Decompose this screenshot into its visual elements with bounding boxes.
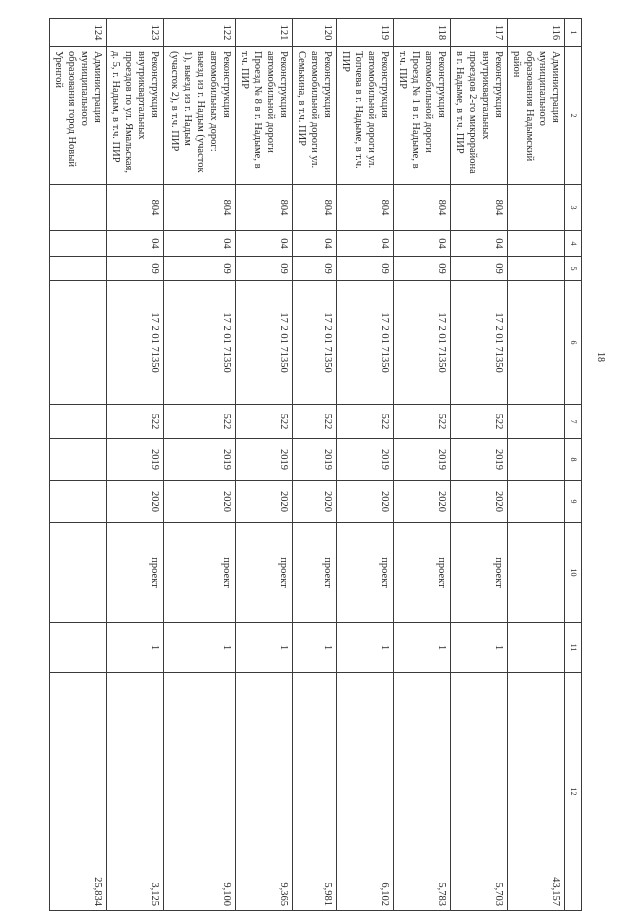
cell-c11: 1 [451,623,508,673]
cell-c4: 04 [337,231,394,257]
cell-c5: 09 [236,257,293,281]
cell-c6: 17 2 01 71350 [451,281,508,405]
cell-c12: 9,365 [236,673,293,911]
col-header-9: 9 [565,481,582,523]
table-row-118 [394,19,451,911]
cell-c6: 17 2 01 71350 [236,281,293,405]
row-number: 123 [107,19,164,47]
cell-c7 [50,405,107,439]
cell-c3 [50,185,107,231]
row-number: 117 [451,19,508,47]
col-header-5: 5 [565,257,582,281]
row-name: Реконструкция внутриквартальных проездов 2-го микрорайона в г. Надыме, в т.ч. ПИР [451,47,508,185]
cell-c6 [50,281,107,405]
table-row-123 [107,19,164,911]
cell-c9 [508,481,565,523]
cell-c8: 2019 [394,439,451,481]
cell-c10: проект [451,523,508,623]
row-name: Администрация муниципального образования город Новый Уренгой [50,47,107,185]
cell-c12: 3,125 [107,673,164,911]
cell-c8: 2019 [293,439,337,481]
cell-c11: 1 [394,623,451,673]
cell-c9: 2020 [337,481,394,523]
row-number: 124 [50,19,107,47]
cell-c9 [50,481,107,523]
row-name: Администрация муниципального образования Надымский район [508,47,565,185]
row-number: 119 [337,19,394,47]
cell-c9: 2020 [394,481,451,523]
cell-c8 [50,439,107,481]
row-name: Реконструкция автомобильной дороги Проезд № 8 в г. Надыме, в т.ч. ПИР [236,47,293,185]
cell-c9: 2020 [164,481,236,523]
cell-c10: проект [337,523,394,623]
cell-c4: 04 [394,231,451,257]
cell-c10: проект [107,523,164,623]
col-header-12: 12 [565,673,582,911]
cell-c10: проект [394,523,451,623]
row-number: 116 [508,19,565,47]
cell-c7: 522 [451,405,508,439]
row-name: Реконструкция автомобильных дорог: выезд из г. Надым (участок 1), выезд из г. Надым (участок 2), в т.ч. ПИР [164,47,236,185]
cell-c4 [508,231,565,257]
cell-c7: 522 [293,405,337,439]
row-number: 122 [164,19,236,47]
cell-c12: 5,981 [293,673,337,911]
cell-c4: 04 [164,231,236,257]
col-header-4: 4 [565,231,582,257]
cell-c11: 1 [164,623,236,673]
cell-c11 [50,623,107,673]
cell-c9: 2020 [451,481,508,523]
cell-c7: 522 [164,405,236,439]
cell-c7: 522 [337,405,394,439]
table-row-122 [164,19,236,911]
cell-c9: 2020 [293,481,337,523]
cell-c4: 04 [451,231,508,257]
cell-c11: 1 [107,623,164,673]
table-row-124 [50,19,107,911]
cell-c6 [508,281,565,405]
cell-c11: 1 [236,623,293,673]
table-row-120 [293,19,337,911]
cell-c12: 5,703 [451,673,508,911]
row-name: Реконструкция автомобильной дороги Проезд № 1 в г. Надыме, в т.ч. ПИР [394,47,451,185]
cell-c6: 17 2 01 71350 [394,281,451,405]
cell-c12: 5,783 [394,673,451,911]
row-name: Реконструкция внутриквартальных проездов по ул. Ямальская, д. 5, г. Надым, в т.ч. ПИР [107,47,164,185]
cell-c3: 804 [293,185,337,231]
cell-c9: 2020 [107,481,164,523]
cell-c11: 1 [337,623,394,673]
cell-c5: 09 [394,257,451,281]
cell-c3 [508,185,565,231]
cell-c10 [508,523,565,623]
col-header-11: 11 [565,623,582,673]
cell-c7: 522 [394,405,451,439]
row-number: 120 [293,19,337,47]
table-row-119 [337,19,394,911]
cell-c9: 2020 [236,481,293,523]
cell-c4 [50,231,107,257]
cell-c6: 17 2 01 71350 [337,281,394,405]
cell-c3: 804 [337,185,394,231]
cell-c4: 04 [107,231,164,257]
cell-c5: 09 [337,257,394,281]
col-header-10: 10 [565,523,582,623]
cell-c6: 17 2 01 71350 [164,281,236,405]
cell-c8: 2019 [107,439,164,481]
table-row-116 [508,19,565,911]
cell-c6: 17 2 01 71350 [107,281,164,405]
cell-c11: 1 [293,623,337,673]
header-row [565,19,582,911]
table-row-117 [451,19,508,911]
row-number: 121 [236,19,293,47]
cell-c3: 804 [236,185,293,231]
col-header-8: 8 [565,439,582,481]
table-row-121 [236,19,293,911]
cell-c12: 6,102 [337,673,394,911]
cell-c12: 9,100 [164,673,236,911]
row-number: 118 [394,19,451,47]
cell-c3: 804 [164,185,236,231]
cell-c7: 522 [107,405,164,439]
cell-c12: 43,157 [508,673,565,911]
page-number: 18 [595,352,606,362]
cell-c8: 2019 [236,439,293,481]
cell-c3: 804 [107,185,164,231]
cell-c5 [508,257,565,281]
cell-c10: проект [236,523,293,623]
cell-c7: 522 [236,405,293,439]
cell-c11 [508,623,565,673]
col-header-1: 1 [565,19,582,47]
cell-c3: 804 [451,185,508,231]
cell-c8 [508,439,565,481]
cell-c5: 09 [293,257,337,281]
cell-c8: 2019 [451,439,508,481]
cell-c10 [50,523,107,623]
row-name: Реконструкция автомобильной дороги ул. Семькина, в т.ч. ПИР [293,47,337,185]
col-header-7: 7 [565,405,582,439]
cell-c8: 2019 [164,439,236,481]
row-name: Реконструкция автомобильной дороги ул. Топчева в г. Надыме, в т.ч. ПИР [337,47,394,185]
cell-c5: 09 [107,257,164,281]
cell-c4: 04 [293,231,337,257]
cell-c5 [50,257,107,281]
data-table [49,18,582,911]
cell-c8: 2019 [337,439,394,481]
rotated-table-wrapper [53,18,582,906]
cell-c10: проект [164,523,236,623]
col-header-3: 3 [565,185,582,231]
cell-c4: 04 [236,231,293,257]
cell-c5: 09 [164,257,236,281]
cell-c10: проект [293,523,337,623]
cell-c7 [508,405,565,439]
col-header-6: 6 [565,281,582,405]
cell-c12: 25,834 [50,673,107,911]
cell-c5: 09 [451,257,508,281]
cell-c6: 17 2 01 71350 [293,281,337,405]
col-header-2: 2 [565,47,582,185]
cell-c3: 804 [394,185,451,231]
